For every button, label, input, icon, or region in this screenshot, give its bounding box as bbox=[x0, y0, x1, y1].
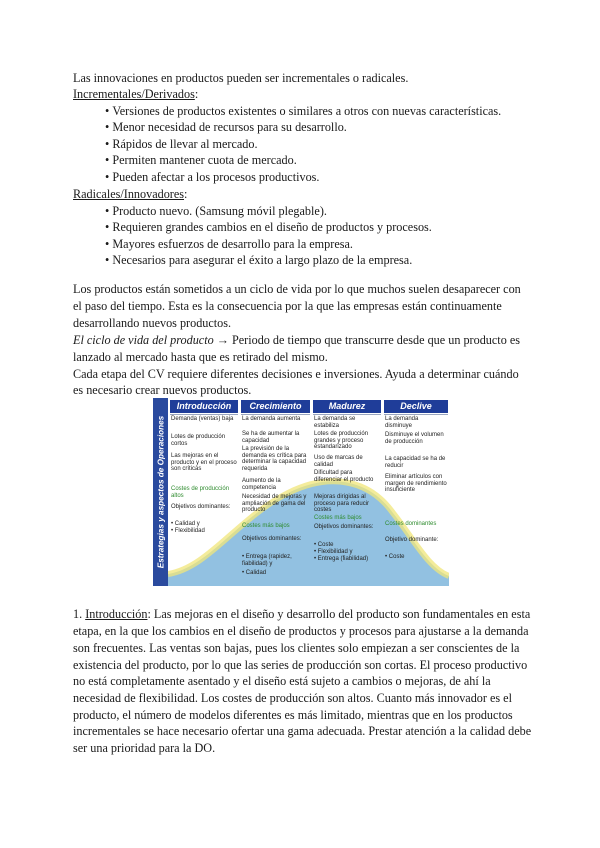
stage-cell: La demanda aumenta bbox=[242, 416, 301, 422]
section1-line: no está completamente asentado y el diseño está sujeto a cambios o mejoras, de ahí la bbox=[73, 674, 491, 688]
stage-cell: La capacidad se ha de reducir bbox=[385, 456, 446, 469]
section1-line: producto, el número de modelos diferentes es más limitado, mientras que en los productos bbox=[73, 708, 513, 722]
list-item: • Producto nuevo. (Samsung móvil plegable). bbox=[105, 203, 432, 219]
operations-side-label bbox=[153, 398, 168, 586]
section1-line: existencia del producto, por lo que las series de producción son cortas. El proceso productivo bbox=[73, 658, 528, 672]
section1-line: necesidad de flexibilidad. Los costes de producción son altos. Cuanto más innovador es el bbox=[73, 691, 512, 705]
stage-cell: • Flexibilidad y bbox=[314, 549, 353, 555]
incremental-heading-colon: : bbox=[194, 87, 199, 101]
stage-cell: Demanda (ventas) baja bbox=[171, 416, 234, 422]
side-label-text: Estrategias y aspectos de Operaciones bbox=[156, 415, 165, 569]
lifecycle-paragraph-line: el paso del tiempo. Esta es la consecuencia por la que las empresas están continuamente bbox=[73, 299, 502, 313]
stage-cell: Disminuye el volumen de producción bbox=[385, 432, 444, 445]
radical-heading-colon: : bbox=[184, 187, 188, 201]
intro-text: Las innovaciones en productos pueden ser incrementales o radicales. bbox=[73, 71, 409, 85]
stage-cell: Uso de marcas de calidad bbox=[314, 455, 363, 468]
stage-cell: Costes dominantes bbox=[385, 521, 437, 527]
section1-line: ser una prioridad para la DO. bbox=[73, 741, 216, 755]
divider bbox=[313, 414, 381, 415]
section1-text: : Las mejoras en el diseño y desarrollo del producto son fundamentales en esta bbox=[147, 607, 531, 621]
stage-cell: • Entrega (rapidez, fiabilidad) y bbox=[242, 554, 292, 567]
section1-number: 1. bbox=[73, 607, 83, 621]
stage-cell: Objetivos dominantes: bbox=[242, 536, 302, 542]
stage-column-crecimiento bbox=[240, 398, 311, 586]
incremental-list bbox=[105, 103, 501, 185]
radical-heading-label: Radicales/Innovadores bbox=[73, 187, 185, 201]
divider bbox=[170, 414, 238, 415]
stage-header: Declive bbox=[384, 400, 448, 413]
list-item: • Menor necesidad de recursos para su desarrollo. bbox=[105, 119, 501, 135]
lifecycle-figure bbox=[153, 398, 449, 586]
stage-cell: La demanda se estabiliza bbox=[314, 416, 356, 429]
stage-cell: La previsión de la demanda es crítica para determinar la capacidad requerida bbox=[242, 446, 307, 472]
radical-heading bbox=[73, 186, 187, 203]
section1-first-line bbox=[73, 606, 530, 623]
stage-column-declive bbox=[383, 398, 449, 586]
stage-cell: Costes más bajos bbox=[242, 523, 290, 529]
lifecycle-paragraph-line: Los productos están sometidos a un ciclo de vida por lo que muchos suelen desaparecer con bbox=[73, 282, 521, 296]
stage-cell: Mejoras dirigidas al proceso para reducir costes bbox=[314, 494, 370, 514]
stage-column-introduccion bbox=[169, 398, 239, 586]
section1-line: etapa, en la que los cambios en el diseño de productos y procesos para ajustarse a la demanda bbox=[73, 624, 529, 638]
stage-cell: Objetivos dominantes: bbox=[314, 524, 374, 530]
stage-cell: Necesidad de mejoras y ampliación de gama del producto bbox=[242, 494, 307, 514]
divider bbox=[241, 414, 310, 415]
list-item: • Rápidos de llevar al mercado. bbox=[105, 136, 501, 152]
stage-cell: • Calidad y bbox=[171, 521, 200, 527]
stage-cell: Lotes de producción grandes y proceso estandarizado bbox=[314, 431, 369, 451]
stage-cell: Costes más bajos bbox=[314, 515, 362, 521]
stage-cell: La demanda disminuye bbox=[385, 416, 419, 429]
stage-cell: • Coste bbox=[314, 542, 334, 548]
stage-header: Introducción bbox=[170, 400, 238, 413]
list-item: • Necesarios para asegurar el éxito a largo plazo de la empresa. bbox=[105, 252, 432, 268]
list-item: • Pueden afectar a los procesos productivos. bbox=[105, 169, 501, 185]
stage-cell: Aumento de la competencia bbox=[242, 478, 281, 491]
list-item: • Requieren grandes cambios en el diseño de productos y procesos. bbox=[105, 219, 432, 235]
list-item: • Permiten mantener cuota de mercado. bbox=[105, 152, 501, 168]
stage-cell: • Coste bbox=[385, 554, 405, 560]
cv-stage-line: Cada etapa del CV requiere diferentes decisiones e inversiones. Ayuda a determinar cuándo bbox=[73, 367, 519, 381]
cv-term: El ciclo de vida del producto bbox=[73, 333, 214, 347]
stage-cell: Lotes de producción cortos bbox=[171, 434, 226, 447]
arrow-icon: → bbox=[216, 333, 229, 347]
stage-cell: Objetivo dominante: bbox=[385, 537, 439, 543]
stage-cell: • Flexibilidad bbox=[171, 528, 205, 534]
cv-stage-line: es necesario crear nuevos productos. bbox=[73, 383, 252, 397]
incremental-heading bbox=[73, 86, 198, 103]
section1-line: incrementales se hace necesario ofertar una gama adecuada. Prestar atención a la calidad debe bbox=[73, 724, 532, 738]
stage-header: Crecimiento bbox=[241, 400, 310, 413]
divider bbox=[384, 414, 448, 415]
stage-cell: Las mejoras en el producto y en el proceso son críticas bbox=[171, 453, 237, 473]
stage-cell: Se ha de aumentar la capacidad bbox=[242, 431, 300, 444]
cv-definition-text: Periodo de tiempo que transcurre desde que un producto es bbox=[231, 333, 520, 347]
stage-cell: Costes de producción altos bbox=[171, 486, 230, 499]
lifecycle-paragraph-line: desarrollando nuevos productos. bbox=[73, 316, 232, 330]
list-item: • Versiones de productos existentes o similares a otros con nuevas características. bbox=[105, 103, 501, 119]
stage-cell: • Calidad bbox=[242, 570, 267, 576]
stage-header: Madurez bbox=[313, 400, 381, 413]
stage-cell: Objetivos dominantes: bbox=[171, 504, 231, 510]
incremental-heading-label: Incrementales/Derivados bbox=[73, 87, 195, 101]
radical-list bbox=[105, 203, 432, 269]
stage-cell: Dificultad para diferenciar el producto bbox=[314, 470, 374, 483]
cv-definition-line2: lanzado al mercado hasta que es retirado del mismo. bbox=[73, 350, 328, 364]
section1-line: son frecuentes. Las ventas son bajas, pues los clientes solo empiezan a ser conscientes de la bbox=[73, 641, 520, 655]
section1-title: Introducción bbox=[85, 607, 148, 621]
stage-cell: • Entrega (fiabilidad) bbox=[314, 556, 369, 562]
cv-definition bbox=[73, 332, 520, 349]
stage-column-madurez bbox=[312, 398, 382, 586]
list-item: • Mayores esfuerzos de desarrollo para la empresa. bbox=[105, 236, 432, 252]
stage-cell: Eliminar artículos con margen de rendimiento insuficiente bbox=[385, 474, 447, 494]
